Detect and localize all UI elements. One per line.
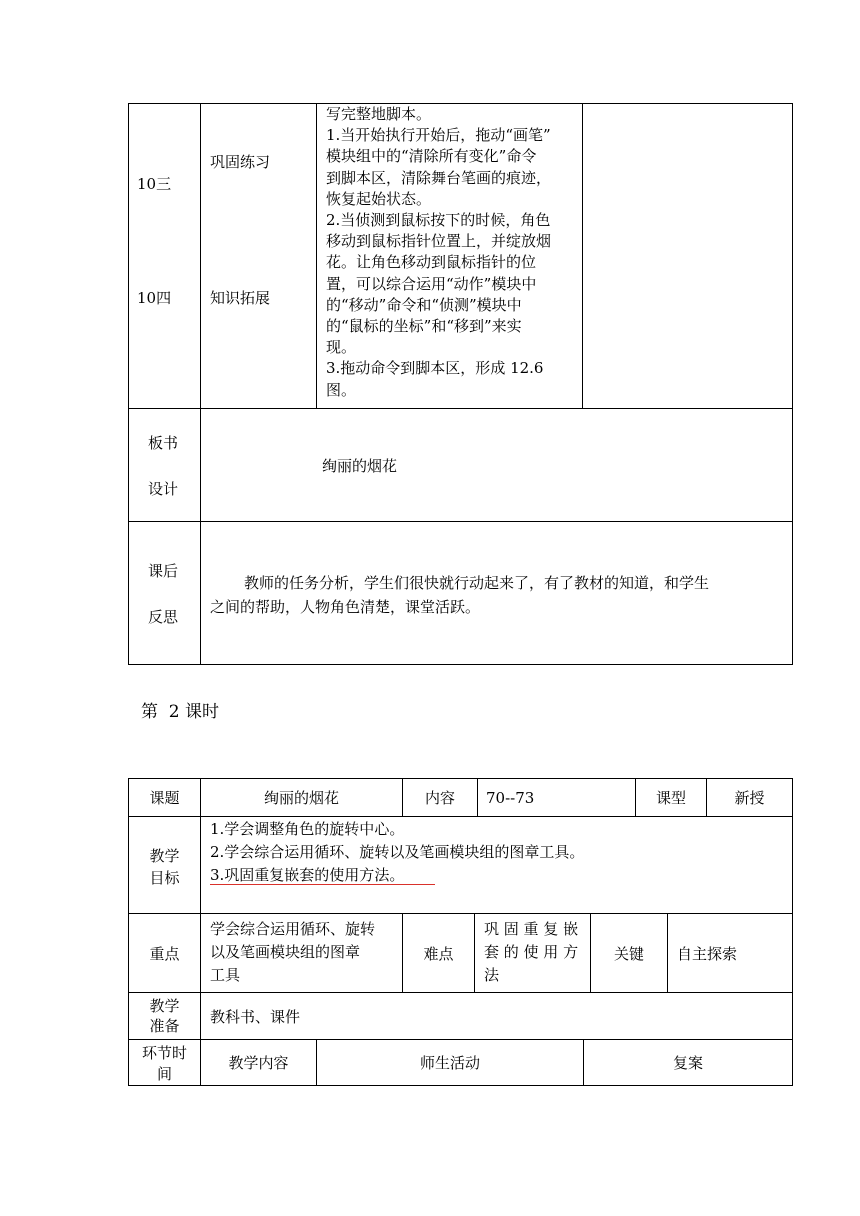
time-cell-row-2: 10四 (137, 289, 172, 307)
key-value (210, 918, 400, 987)
activity-cell (326, 104, 578, 401)
col-revision-header: 复案 (672, 1054, 703, 1072)
topic-value: 绚丽的烟花 (263, 789, 339, 807)
reflect-label-1: 课后 (148, 562, 179, 580)
key-value-line: 工具 (210, 966, 241, 984)
segment-cell-row-1: 巩固练习 (210, 153, 271, 171)
lesson-heading: 第 2 课时 (141, 702, 220, 722)
prep-label-1: 教学 (149, 997, 180, 1015)
activity-line: 3.拖动命令到脚本区，形成 12.6 (326, 359, 544, 378)
reflect-label-2: 反思 (148, 608, 179, 626)
difficulty-value-line: 套 的 使 用 方 (484, 943, 579, 961)
activity-line: 1.当开始执行开始后，拖动“画笔” (326, 126, 551, 145)
difficulty-value-line: 法 (484, 966, 500, 984)
goal-3-underline (210, 884, 435, 885)
reflect-text-line-1: 教师的任务分析，学生们很快就行动起来了，有了教材的知道，和学生 (244, 574, 710, 592)
critical-value: 自主探索 (677, 945, 738, 963)
goal-label-1: 教学 (149, 847, 180, 865)
key-label: 重点 (149, 945, 180, 963)
activity-line: 现。 (326, 338, 357, 357)
col-activity-header: 师生活动 (419, 1054, 480, 1072)
activity-line: 2.当侦测到鼠标按下的时候，角色 (326, 211, 551, 230)
board-content: 绚丽的烟花 (322, 457, 398, 475)
activity-line: 图。 (326, 380, 357, 399)
content-value: 70--73 (486, 789, 535, 807)
critical-label: 关键 (613, 945, 644, 963)
type-value: 新授 (734, 789, 765, 807)
goal-item-2: 2.学会综合运用循环、旋转以及笔画模块组的图章工具。 (210, 843, 585, 861)
activity-line: 的“移动”命令和“侦测”模块中 (326, 295, 522, 314)
time-label-1: 环节时 (141, 1044, 187, 1062)
board-label-1: 板书 (148, 434, 179, 452)
reflect-text-line-2: 之间的帮助，人物角色清楚，课堂活跃。 (210, 598, 481, 616)
type-label: 课型 (655, 789, 686, 807)
board-label-2: 设计 (148, 480, 179, 498)
key-value-line: 学会综合运用循环、旋转 (210, 920, 376, 938)
activity-line: 模块组中的“清除所有变化”命令 (326, 147, 537, 166)
col-content-header: 教学内容 (228, 1054, 289, 1072)
time-label-2: 间 (156, 1065, 172, 1083)
goal-label-2: 目标 (149, 869, 180, 887)
segment-cell-row-2: 知识拓展 (210, 289, 271, 307)
difficulty-label: 难点 (423, 945, 454, 963)
activity-line: 的“鼠标的坐标”和“移到”来实 (326, 317, 522, 336)
time-cell-row-1: 10三 (137, 175, 172, 193)
activity-line: 移动到鼠标指针位置上，并绽放烟 (326, 232, 552, 251)
difficulty-value (484, 918, 588, 987)
prep-label-2: 准备 (149, 1017, 180, 1035)
topic-label: 课题 (149, 789, 180, 807)
key-value-line: 以及笔画模块组的图章 (210, 943, 361, 961)
content-label: 内容 (424, 789, 455, 807)
difficulty-value-line: 巩 固 重 复 嵌 (484, 920, 579, 938)
prep-value: 教科书、课件 (210, 1008, 301, 1026)
goal-item-1: 1.学会调整角色的旋转中心。 (210, 820, 405, 838)
activity-line: 写完整地脚本。 (326, 105, 432, 123)
activity-line: 置，可以综合运用“动作”模块中 (326, 274, 537, 293)
activity-line: 恢复起始状态。 (326, 189, 432, 208)
activity-line: 花。让角色移动到鼠标指针的位 (326, 253, 537, 272)
goal-item-3: 3.巩固重复嵌套的使用方法。 (210, 866, 405, 884)
activity-line: 到脚本区，清除舞台笔画的痕迹， (326, 168, 552, 187)
